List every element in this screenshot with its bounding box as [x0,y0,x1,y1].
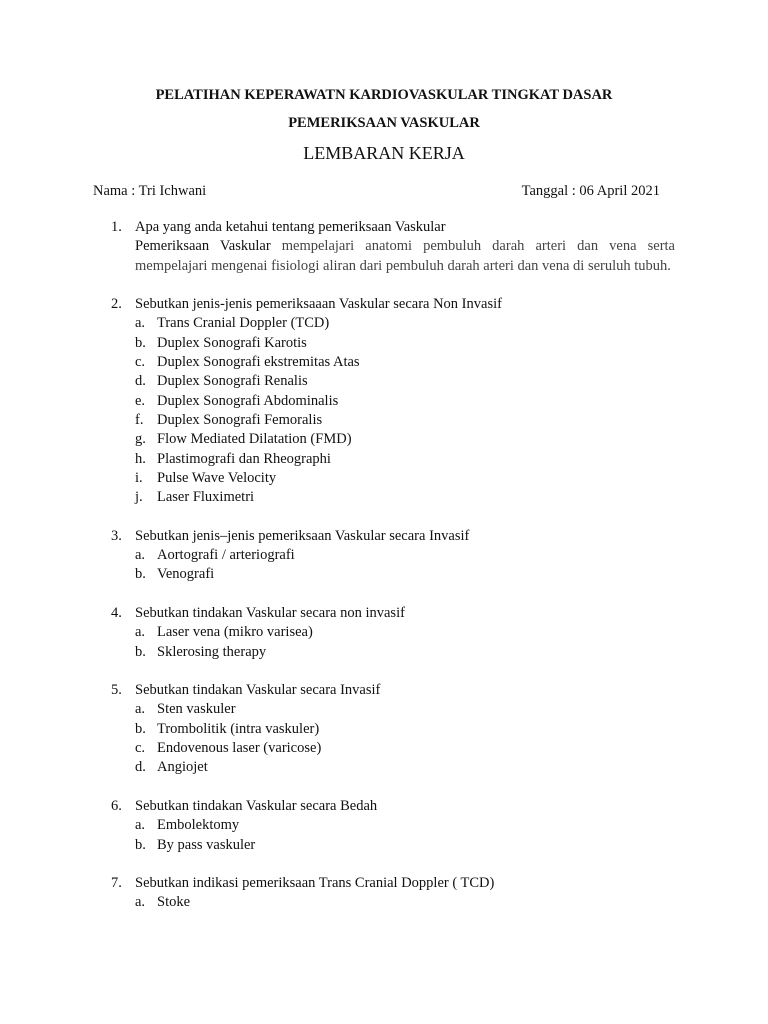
document-subtitle: PEMERIKSAAN VASKULAR [288,115,480,131]
option-text: Laser Fluximetri [157,489,255,506]
document-title: PELATIHAN KEPERAWATN KARDIOVASKULAR TINGKAT DASAR [155,87,613,103]
worksheet-heading: LEMBARAN KERJA [303,143,465,163]
option-text: Aortografi / arteriografi [157,547,295,564]
option-letter: e. [135,392,146,409]
question-item [93,218,675,276]
question-item [93,681,675,777]
option-text: Duplex Sonografi Renalis [157,373,308,390]
answer-option [135,836,675,855]
option-letter: a. [135,817,146,834]
answer-options [135,893,675,912]
option-letter: d. [135,759,146,776]
question-list [93,218,675,932]
question-text: Sebutkan jenis-jenis pemeriksaaan Vaskular secara Non Invasif [135,296,502,313]
question-item [93,527,675,585]
option-text: Flow Mediated Dilatation (FMD) [157,431,352,448]
answer-option [135,700,675,719]
question-item [93,604,675,662]
option-text: Laser vena (mikro varisea) [157,624,313,641]
answer-paragraph [135,237,675,276]
answer-options [135,314,675,507]
question-text: Sebutkan tindakan Vaskular secara Invasif [135,682,381,699]
option-text: By pass vaskuler [157,836,256,853]
answer-option [135,372,675,391]
option-text: Duplex Sonografi Femoralis [157,411,323,428]
option-letter: j. [135,489,143,506]
answer-option [135,720,675,739]
question-text: Sebutkan indikasi pemeriksaan Trans Cranial Doppler ( TCD) [135,875,495,892]
answer-option [135,450,675,469]
option-letter: b. [135,566,146,583]
option-text: Venografi [157,566,215,583]
option-text: Trans Cranial Doppler (TCD) [157,315,330,332]
question-text: Sebutkan tindakan Vaskular secara Bedah [135,797,378,814]
option-letter: c. [135,740,146,757]
option-letter: a. [135,547,146,564]
option-text: Sten vaskuler [157,701,236,718]
answer-option [135,411,675,430]
option-text: Plastimografi dan Rheographi [157,450,331,467]
question-item [93,295,675,507]
option-text: Duplex Sonografi ekstremitas Atas [157,354,360,371]
answer-option [135,314,675,333]
question-number: 7. [111,875,122,892]
question-number: 3. [111,527,122,544]
answer-options [135,700,675,777]
answer-options [135,546,675,585]
answer-option [135,353,675,372]
answer-option [135,893,675,912]
question-item [93,797,675,855]
answer-option [135,758,675,777]
question-item [93,874,675,913]
answer-option [135,739,675,758]
answer-option [135,816,675,835]
option-letter: a. [135,624,146,641]
option-letter: b. [135,836,146,853]
option-letter: a. [135,315,146,332]
option-letter: f. [135,411,144,428]
option-text: Sklerosing therapy [157,643,267,660]
answer-option [135,392,675,411]
answer-option [135,334,675,353]
option-text: Duplex Sonografi Abdominalis [157,392,339,409]
answer-text: mempelajari anatomi pembuluh darah arteri dan vena serta mempelajari mengenai fisiologi aliran dari pembuluh darah arteri dan vena di seruluh tubuh. [135,238,675,274]
answer-lead: Pemeriksaan Vaskular [135,238,271,255]
option-letter: h. [135,450,146,467]
option-letter: i. [135,469,143,486]
answer-options [135,623,675,662]
question-number: 6. [111,797,122,814]
option-letter: g. [135,431,146,448]
answer-option [135,469,675,488]
answer-option [135,430,675,449]
answer-option [135,488,675,507]
option-text: Angiojet [157,759,208,776]
answer-options [135,816,675,855]
option-text: Pulse Wave Velocity [157,469,277,486]
date-field: Tanggal : 06 April 2021 [521,183,660,199]
question-text: Sebutkan jenis–jenis pemeriksaan Vaskular secara Invasif [135,527,470,544]
name-field: Nama : Tri Ichwani [93,183,207,199]
option-text: Endovenous laser (varicose) [157,740,322,757]
option-letter: a. [135,701,146,718]
option-letter: b. [135,334,146,351]
option-text: Duplex Sonografi Karotis [157,334,307,351]
option-letter: d. [135,373,146,390]
question-text: Apa yang anda ketahui tentang pemeriksaan Vaskular [135,219,446,235]
question-number: 1. [111,219,122,235]
question-number: 4. [111,604,122,621]
answer-option [135,565,675,584]
question-number: 5. [111,682,122,699]
option-text: Embolektomy [157,817,240,834]
answer-option [135,623,675,642]
option-letter: b. [135,643,146,660]
question-number: 2. [111,296,122,313]
option-text: Stoke [157,894,191,911]
answer-option [135,546,675,565]
option-letter: a. [135,894,146,911]
option-letter: c. [135,354,146,371]
option-letter: b. [135,720,146,737]
option-text: Trombolitik (intra vaskuler) [157,720,320,737]
question-text: Sebutkan tindakan Vaskular secara non invasif [135,604,405,621]
answer-option [135,643,675,662]
